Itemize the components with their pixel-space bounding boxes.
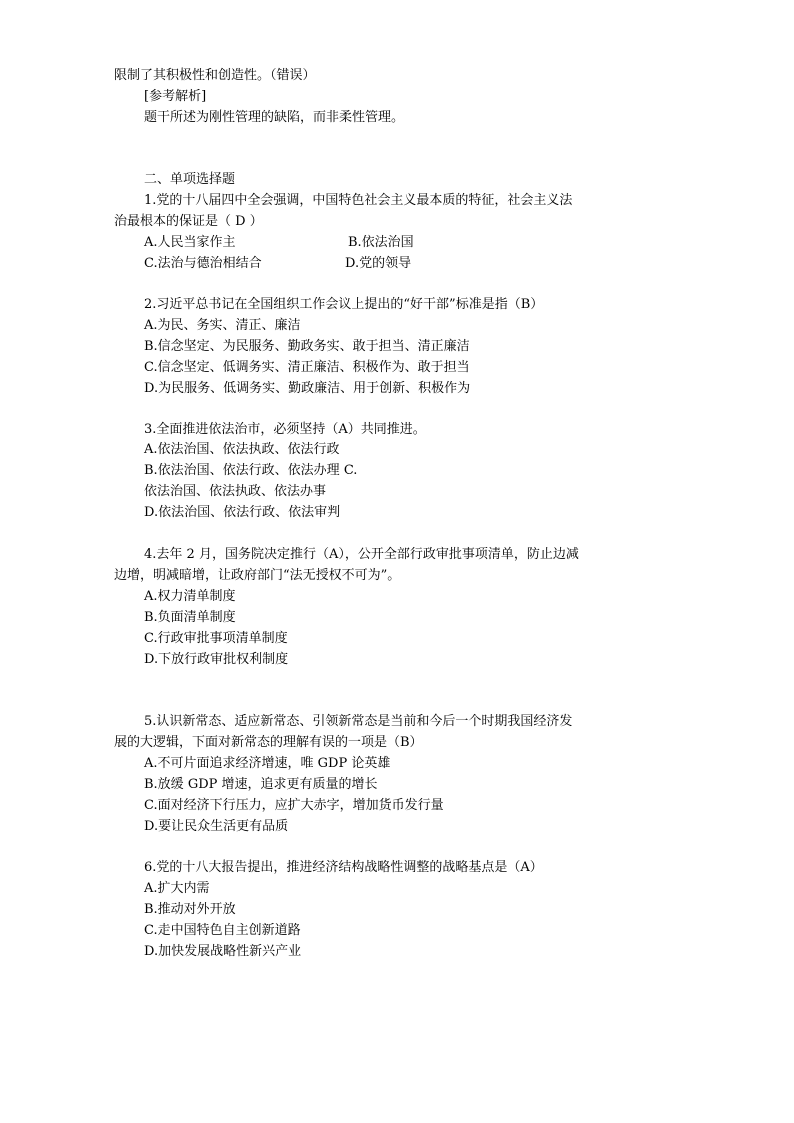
- question-stem-line: 6.党的十八大报告提出，推进经济结构战略性调整的战略基点是（A）: [144, 860, 543, 875]
- option-c: C.法治与德治相结合: [144, 256, 262, 271]
- question-stem-line: 3.全面推进依法治市，必须坚持（A）共同推进。: [144, 422, 426, 437]
- option-d: D.依法治国、依法行政、依法审判: [144, 505, 341, 520]
- question-stem-line: 治最根本的保证是（ D ）: [114, 214, 263, 229]
- option-b: B.放缓 GDP 增速，追求更有质量的增长: [144, 777, 378, 792]
- option-c: C.走中国特色自主创新道路: [144, 923, 301, 938]
- option-d: D.要让民众生活更有品质: [144, 819, 289, 834]
- option-c: C.行政审批事项清单制度: [144, 631, 288, 646]
- question-stem-line: 展的大逻辑，下面对新常态的理解有误的一项是（B）: [114, 735, 423, 750]
- reference-label: [参考解析]: [144, 89, 207, 104]
- option-b: B.依法治国: [348, 235, 414, 250]
- option-b: B.推动对外开放: [144, 902, 236, 917]
- reference-text: 题干所述为刚性管理的缺陷，而非柔性管理。: [144, 110, 405, 125]
- option-b: B.依法治国、依法行政、依法办理 C.: [144, 463, 358, 478]
- option-d: D.下放行政审批权利制度: [144, 652, 289, 667]
- option-d: D.加快发展战略性新兴产业: [144, 944, 302, 959]
- question-stem-line: 边增，明减暗增，让政府部门“法无授权不可为”。: [114, 568, 401, 583]
- question-stem-line: 4.去年 2 月，国务院决定推行（A），公开全部行政审批事项清单，防止边减: [144, 547, 579, 562]
- option-d: D.为民服务、低调务实、勤政廉洁、用于创新、积极作为: [144, 381, 471, 396]
- section-title: 二、单项选择题: [144, 172, 236, 187]
- option-a: A.依法治国、依法执政、依法行政: [144, 442, 340, 457]
- option-a: A.不可片面追求经济增速，唯 GDP 论英雄: [144, 756, 391, 771]
- option-b: B.信念坚定、为民服务、勤政务实、敢于担当、清正廉洁: [144, 339, 470, 354]
- option-c: C.信念坚定、低调务实、清正廉洁、积极作为、敢于担当: [144, 360, 470, 375]
- option-d: D.党的领导: [345, 256, 412, 271]
- option-c: 依法治国、依法执政、依法办事: [144, 484, 327, 499]
- option-a: A.扩大内需: [144, 881, 210, 896]
- question-stem-line: 1.党的十八届四中全会强调，中国特色社会主义最本质的特征，社会主义法: [144, 193, 573, 208]
- option-b: B.负面清单制度: [144, 610, 236, 625]
- question-stem-line: 5.认识新常态、适应新常态、引领新常态是当前和今后一个时期我国经济发: [144, 714, 573, 729]
- option-a: A.为民、务实、清正、廉洁: [144, 318, 301, 333]
- option-c: C.面对经济下行压力，应扩大赤字，增加货币发行量: [144, 798, 444, 813]
- option-a: A.人民当家作主: [144, 235, 236, 250]
- intro-answer-line: 限制了其积极性和创造性。（错误）: [114, 68, 316, 83]
- option-a: A.权力清单制度: [144, 589, 236, 604]
- question-stem-line: 2.习近平总书记在全国组织工作会议上提出的“好干部”标准是指（B）: [144, 297, 544, 312]
